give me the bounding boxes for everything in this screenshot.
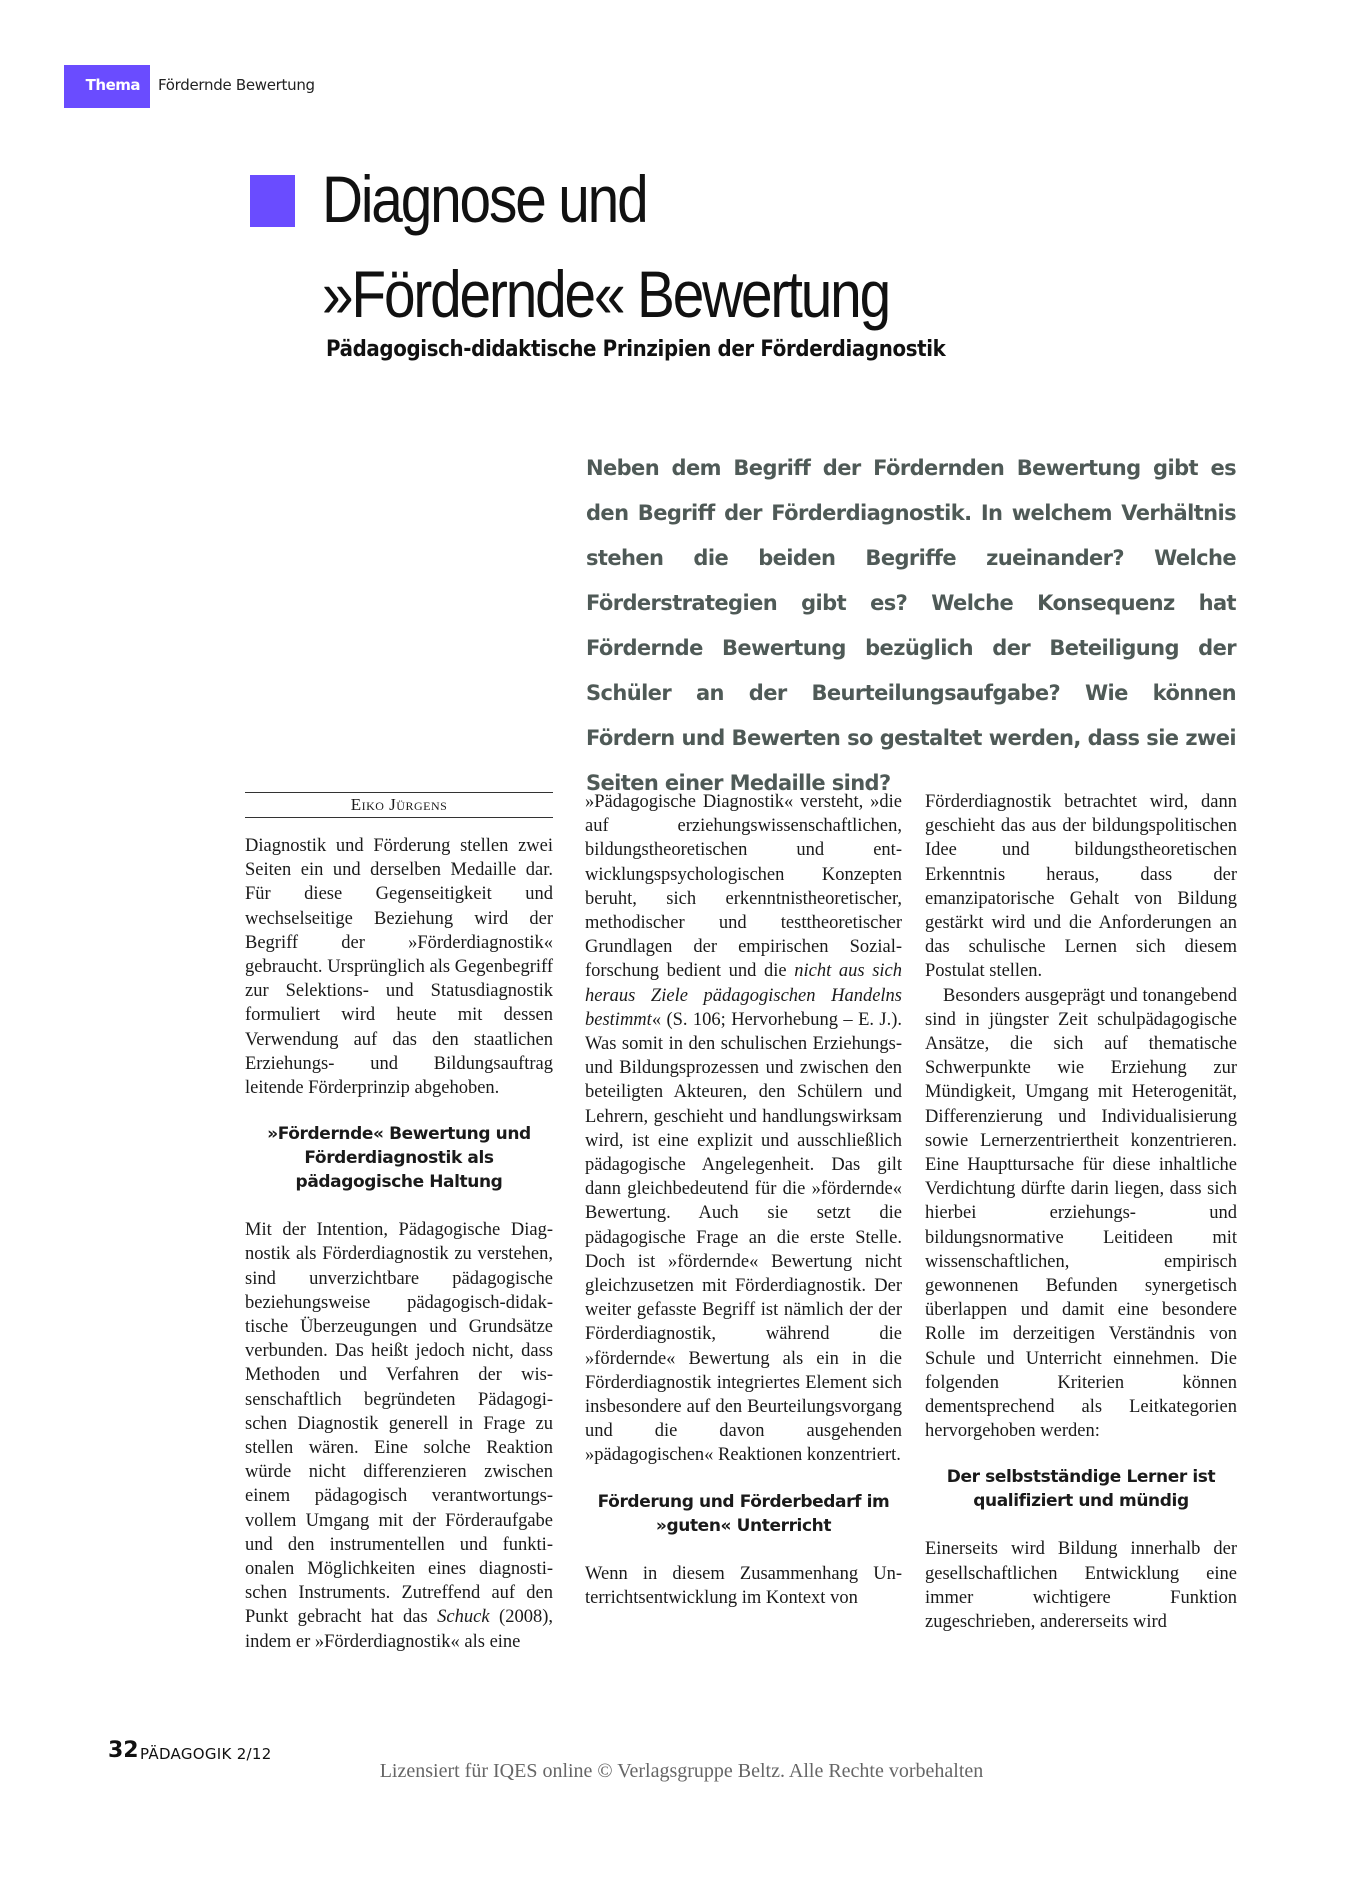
article-subtitle: Pädagogisch-didaktische Prinzipien der Förderdiagnostik — [326, 337, 946, 362]
paragraph: Besonders ausgeprägt und tonangebend sind in jüngster Zeit schulpädagogische Ansätze, die sich auf thematische Schwerpunkte wie Erziehung zur Mündigkeit, Umgang mit Heterogenität, Differenzierung und Individualisierung sowie Lernerzentriertheit konzentrieren. Eine Haupttursache für diese inhaltliche Verdichtung dürfte darin liegen, dass sich hierbei erziehungs- und bildungsnormative Leitideen mit wissenschaftlichen, empirisch gewonnenen Befunden synergetisch überlappen und damit eine besondere Rolle im derzeitigen Verständnis von Schule und Unterricht einnehmen. Die folgenden Kriterien können dementsprechend als Leitkategorien hervorgehoben werden: — [925, 985, 1237, 1442]
paragraph — [585, 790, 902, 1468]
paragraph-text: « (S. 106; Hervorhebung – E. J.). Was somit in den schulischen Erziehungs- und Bildungsprozessen und zwischen den beteiligten Akteuren, den Schülern und Lehrern, geschieht und handlungswirksam wird, ist eine explizit und ausschließlich pädagogische Angelegenheit. Das gilt dann gleichbedeutend für die »fördernde« Bewertung. Auch sie setzt die pädagogische Frage an die erste Stelle. Doch ist »fördernde« Bewertung nicht gleichzusetzen mit Förderdiagnostik. Der weiter gefasste Begriff ist nämlich der der Förderdiagnostik, während die »fördernde« Bewertung als ein in die Förderdiagnostik integriertes Element sich insbesondere auf den Beurteilungsvorgang und die davon ausgehenden »pädagogischen« Reaktionen konzentriert. — [585, 1009, 902, 1466]
license-notice: Lizensiert für IQES online © Verlagsgruppe Beltz. Alle Rechte vorbehalten — [379, 1760, 984, 1782]
paragraph-text: »Pädagogische Diagnostik« versteht, »die auf erziehungswissenschaftlichen, bildungstheoretischen und entwicklungspsychologischen Konzepten beruht, sich erkenntnistheoretischer, methodischer und testtheoretischer Grundlagen der empirischen Sozialforschung bedient und die — [585, 792, 902, 982]
paragraph-text: Mit der Intention, Pädagogische Diagnostik als Förderdiagnostik zu verstehen, sind unverzichtbare pädagogische beziehungsweise pädagogisch-didaktische Überzeugungen und Grundsätze verbunden. Das heißt jedoch nicht, dass Methoden und Verfahren der wissenschaftlich begründeten Pädagogischen Diagnostik generell in Frage zu stellen wären. Eine solche Reaktion würde nicht differenzieren zwischen einem pädagogisch verantwortungsvollem Umgang mit der Förderaufgabe und den instrumentellen und funktionalen Möglichkeiten eines diagnostischen Instruments. Zutreffend auf den Punkt gebracht hat das — [245, 1220, 553, 1628]
text-column-2 — [585, 790, 902, 1610]
paragraph: Diagnostik und Förderung stellen zwei Seiten ein und derselben Medaille dar. Für diese Gegenseitigkeit und wechselseitige Beziehung wird der Begriff der »Förderdiagnostik« gebraucht. Ursprünglich als Gegenbegriff zur Selektions- und Statusdiagnostik formuliert wird heute mit dessen Verwendung auf das den staatlichen Erziehungs- und Bildungsauftrag leitende Förderprinzip abgehoben. — [245, 836, 553, 1099]
article-intro: Neben dem Begriff der Fördernden Bewertung gibt es den Begriff der Förderdiagnostik. In welchem Verhältnis stehen die beiden Begriffe zueinander? Welche Förderstrategien gibt es? Welche Konsequenz hat Fördernde Bewertung bezüglich der Beteiligung der Schüler an der Beurteilungsaufgabe? Wie können Fördern und Bewerten so gestaltet werden, dass sie zwei Seiten einer Medaille sind? — [586, 456, 1236, 795]
magazine-issue: PÄDAGOGIK 2/12 — [140, 1745, 272, 1763]
quoted-emphasis: nicht aus sich heraus Ziele pädagogischen Handelns bestimmt — [585, 961, 902, 1030]
paragraph — [245, 1218, 553, 1654]
paragraph: Förderdiagnostik betrachtet wird, dann geschieht das aus der bildungspolitischen Idee und bildungstheoretischen Erkenntnis heraus, dass der emanzipatorische Gehalt von Bildung gestärkt wird und die Anforderungen an das schulische Lernen sich diesem Postulat stellen. — [925, 792, 1237, 982]
section-tag-label: Thema — [85, 76, 140, 94]
section-tag — [64, 65, 150, 108]
article-title — [322, 152, 889, 342]
paragraph-text: (2008), indem er »Förderdiagnostik« als eine — [245, 1607, 553, 1652]
title-square-icon — [250, 175, 295, 227]
title-line-1: Diagnose und — [322, 162, 647, 236]
title-line-2: »Fördernde« Bewertung — [322, 257, 889, 331]
section-heading: Der selbstständige Lerner ist qualifiziert und mündig — [946, 1467, 1216, 1512]
section-heading: »Fördernde« Bewertung und Förderdiagnostik als pädagogische Haltung — [267, 1124, 531, 1193]
citation-author: Schuck — [437, 1607, 490, 1628]
text-column-3 — [925, 790, 1237, 1634]
page-number: 32 — [108, 1738, 139, 1763]
section-heading: Förderung und Förderbedarf im »guten« Unterricht — [597, 1491, 890, 1536]
paragraph: Einerseits wird Bildung innerhalb der gesellschaftlichen Entwicklung eine immer wichtigere Funktion zugeschrieben, andererseits wird — [925, 1539, 1237, 1633]
section-topic: Fördernde Bewertung — [158, 76, 315, 94]
text-column-1 — [245, 790, 553, 1654]
paragraph: Wenn in diesem Zusammenhang Unterrichtsentwicklung im Kontext von — [585, 1563, 902, 1608]
author-byline: Eiko Jürgens — [245, 792, 553, 818]
